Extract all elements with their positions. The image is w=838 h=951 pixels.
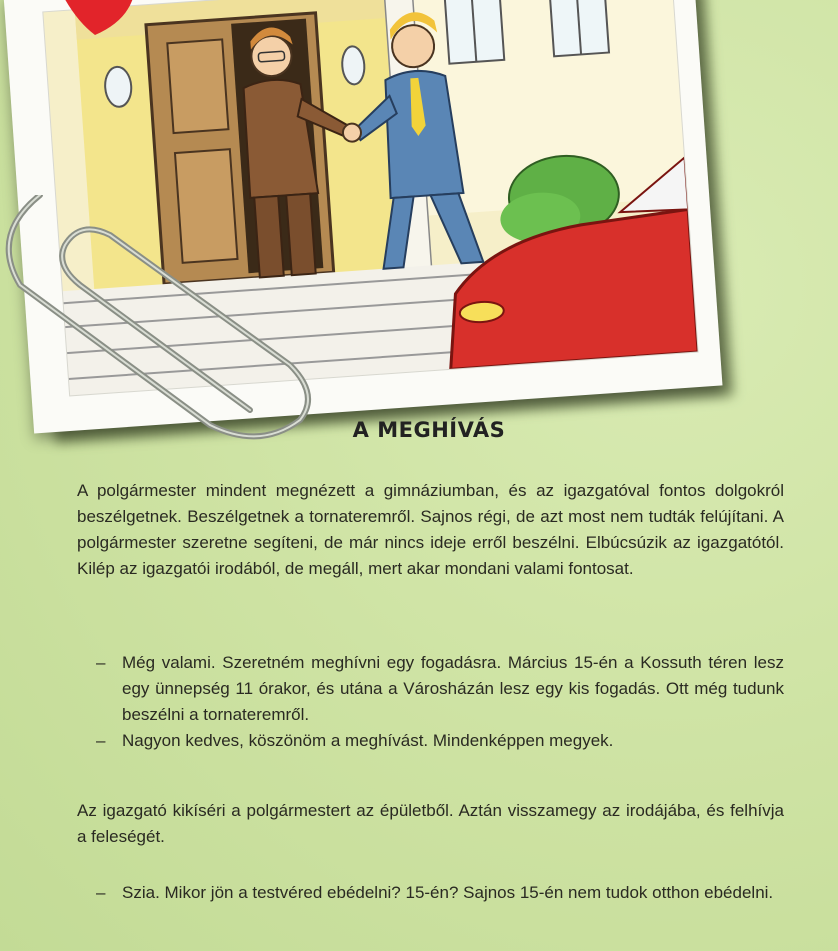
paperclip-icon [0,195,330,455]
dialog-line [90,650,784,728]
intro-paragraph: A polgármester mindent megnézett a gimnáziumban, és az igazgatóval fontos dolgokról beszélgetnek. Beszélgetnek a tornateremről. Sajnos régi, de azt most nem tudták felújítani. A polgármester szeretne segíteni, de már nincs ideje erről beszélni. Elbúcsúzik az igazgatótól. Kilép az igazgatói irodából, de megáll, mert akar mondani valami fontosat. [77,481,784,578]
dialog-dash: – [96,883,106,902]
dialog-dash: – [96,731,106,750]
page-title: A MEGHÍVÁS [352,418,506,442]
corner-tab-icon [60,0,140,50]
dialog-text: Még valami. Szeretném meghívni egy fogadásra. Március 15-én a Kossuth téren lesz egy ünnepség 11 órakor, és utána a Városházán lesz egy kis fogadás. Ott még tudunk beszélni a tornateremről. [122,653,784,724]
narration-paragraph: Az igazgató kikíséri a polgármestert az épületből. Aztán visszamegy az irodájába, és felhívja a feleségét. [77,801,784,846]
dialog-dash: – [96,653,106,672]
dialog-text: Nagyon kedves, köszönöm a meghívást. Mindenképpen megyek. [122,731,614,750]
dialog-list-1 [90,650,784,754]
dialog-line [90,880,784,906]
dialog-text: Szia. Mikor jön a testvéred ebédelni? 15-én? Sajnos 15-én nem tudok otthon ebédelni. [122,883,774,902]
dialog-line [90,728,784,754]
dialog-list-2 [90,880,784,906]
